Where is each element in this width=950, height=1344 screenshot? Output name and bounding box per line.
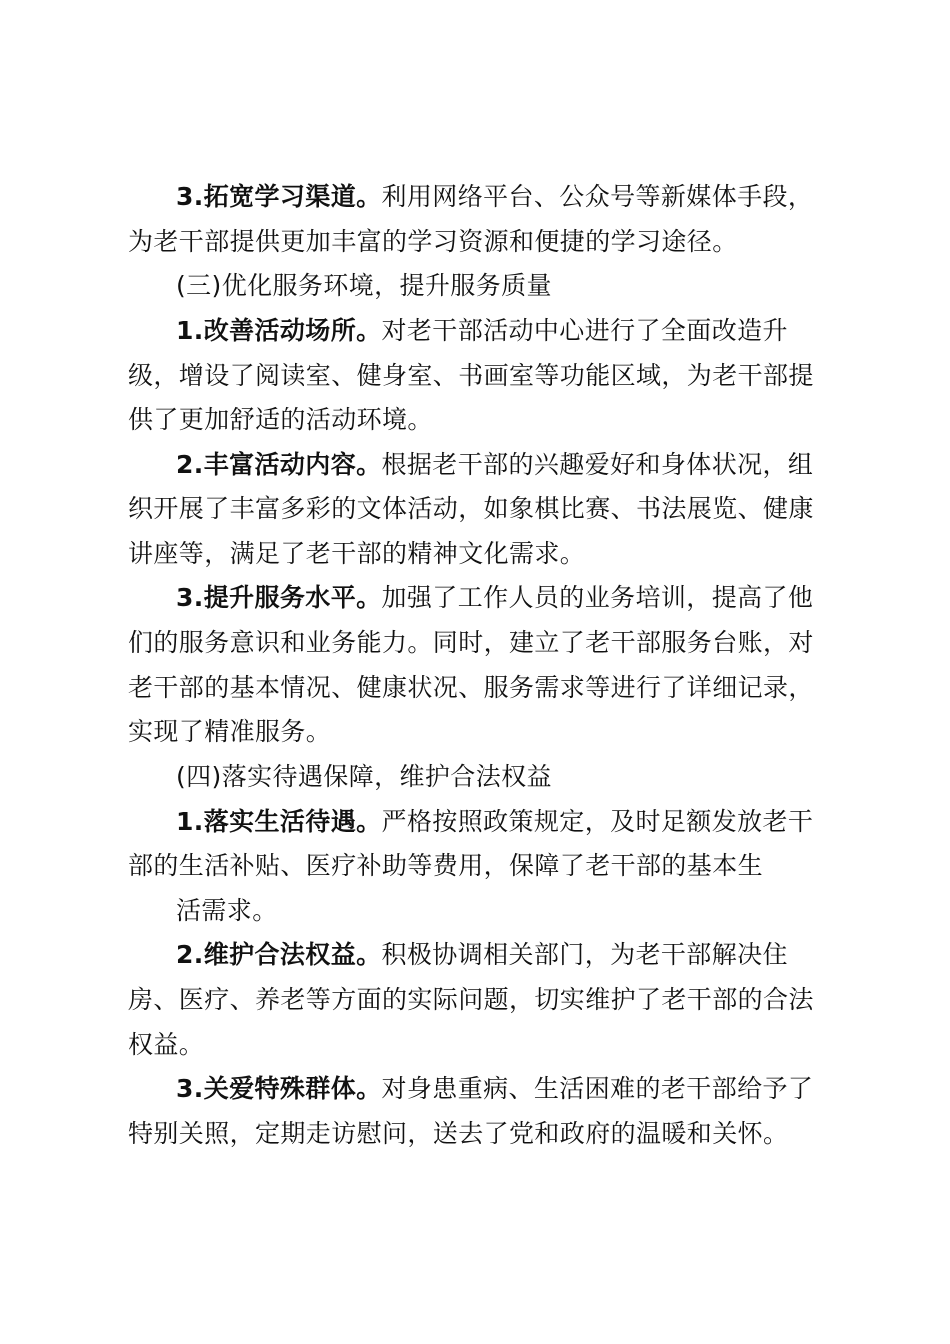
- line-text: 对身患重病、生活困难的老干部给予了: [381, 1074, 814, 1103]
- paragraph-line: [128, 359, 814, 393]
- item-heading: 1.落实生活待遇。: [176, 807, 382, 836]
- line-text: 级，增设了阅读室、健身室、书画室等功能区域，为老干部提: [128, 361, 814, 390]
- line-text: 积极协调相关部门，为老干部解决住: [381, 940, 788, 969]
- paragraph-line: [128, 537, 585, 571]
- paragraph-line: [176, 180, 813, 214]
- paragraph-line: [128, 1028, 204, 1062]
- line-text: 房、医疗、养老等方面的实际问题，切实维护了老干部的合法: [128, 985, 814, 1014]
- line-text: 利用网络平台、公众号等新媒体手段，: [381, 182, 814, 211]
- item-heading: 3.关爱特殊群体。: [176, 1074, 382, 1103]
- paragraph-line: [128, 1117, 788, 1151]
- paragraph-line: [128, 626, 814, 660]
- section-heading: [176, 269, 552, 303]
- line-text: 活需求。: [176, 896, 278, 925]
- section-heading: [176, 760, 552, 794]
- line-text: 实现了精准服务。: [128, 717, 332, 746]
- line-text: (四)落实待遇保障，维护合法权益: [176, 762, 552, 791]
- line-text: 们的服务意识和业务能力。同时，建立了老干部服务台账，对: [128, 628, 814, 657]
- line-text: 讲座等，满足了老干部的精神文化需求。: [128, 539, 586, 568]
- line-text: 为老干部提供更加丰富的学习资源和便捷的学习途径。: [128, 227, 738, 256]
- paragraph-line: [176, 938, 788, 972]
- item-heading: 1.改善活动场所。: [176, 316, 382, 345]
- paragraph-line: [176, 314, 788, 348]
- paragraph-line: [128, 671, 814, 705]
- item-heading: 3.拓宽学习渠道。: [176, 182, 382, 211]
- line-text: 老干部的基本情况、健康状况、服务需求等进行了详细记录，: [128, 673, 814, 702]
- paragraph-line: [128, 983, 814, 1017]
- paragraph-line: [128, 492, 814, 526]
- line-text: (三)优化服务环境，提升服务质量: [176, 271, 552, 300]
- paragraph-line: [176, 805, 813, 839]
- paragraph-line: [128, 225, 738, 259]
- line-text: 对老干部活动中心进行了全面改造升: [381, 316, 788, 345]
- line-text: 权益。: [128, 1030, 205, 1059]
- paragraph-line: [128, 715, 331, 749]
- item-heading: 2.丰富活动内容。: [176, 450, 382, 479]
- paragraph-line: [176, 894, 278, 928]
- paragraph-line: [128, 849, 763, 883]
- line-text: 织开展了丰富多彩的文体活动，如象棋比赛、书法展览、健康: [128, 494, 814, 523]
- paragraph-line: [176, 581, 813, 615]
- line-text: 严格按照政策规定，及时足额发放老干: [381, 807, 814, 836]
- item-heading: 3.提升服务水平。: [176, 583, 382, 612]
- item-heading: 2.维护合法权益。: [176, 940, 382, 969]
- paragraph-line: [176, 1072, 813, 1106]
- paragraph-line: [176, 448, 813, 482]
- paragraph-line: [128, 403, 433, 437]
- line-text: 加强了工作人员的业务培训，提高了他: [381, 583, 814, 612]
- line-text: 供了更加舒适的活动环境。: [128, 405, 433, 434]
- line-text: 根据老干部的兴趣爱好和身体状况，组: [381, 450, 814, 479]
- line-text: 特别关照，定期走访慰问，送去了党和政府的温暖和关怀。: [128, 1119, 789, 1148]
- line-text: 部的生活补贴、医疗补助等费用，保障了老干部的基本生: [128, 851, 764, 880]
